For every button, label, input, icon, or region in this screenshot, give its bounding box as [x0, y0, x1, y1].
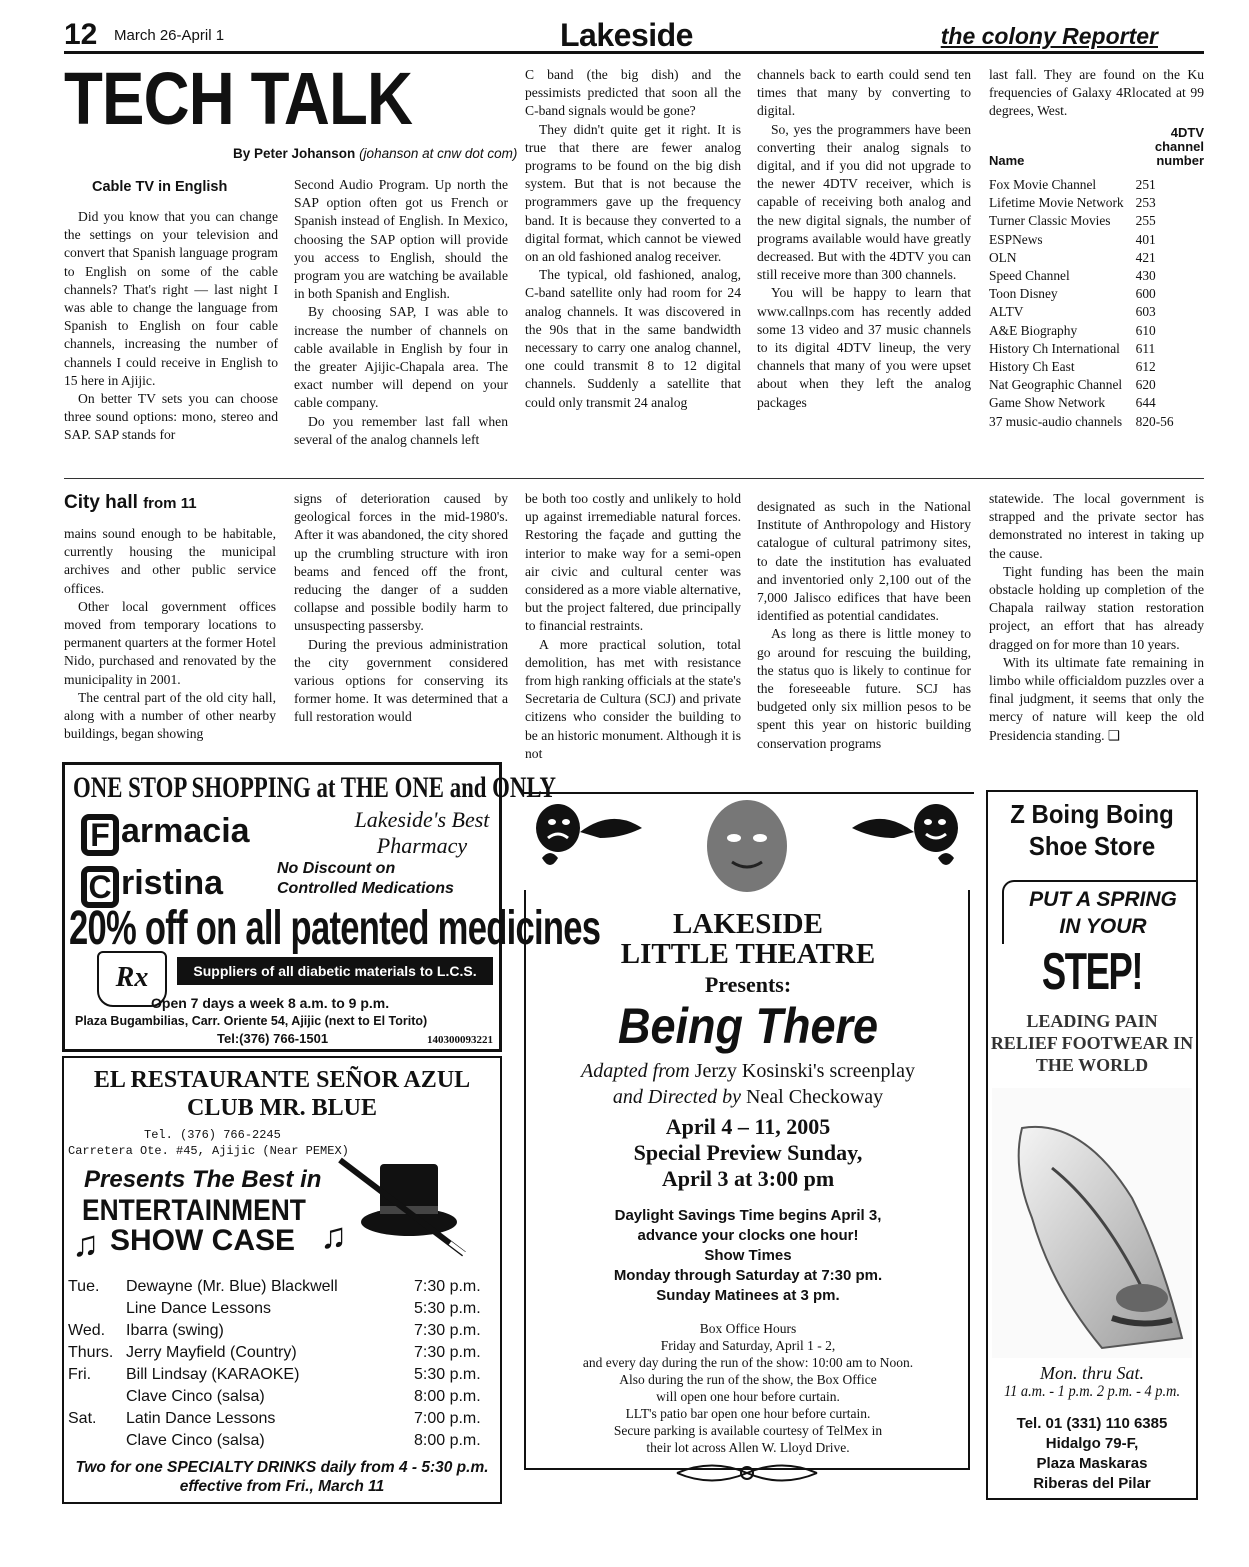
tech-talk-title: TECH TALK — [64, 57, 413, 140]
leading-line-1: LEADING PAIN — [1026, 1011, 1158, 1031]
restaurant-subtitle: CLUB MR. BLUE — [186, 1095, 378, 1121]
leading-line-3: THE WORLD — [1035, 1055, 1149, 1075]
city-hall-heading-text: City hall — [64, 492, 138, 513]
schedule-time: 8:00 p.m. — [414, 1432, 481, 1449]
pharmacy-offer: 20% off on all patented medicines — [69, 902, 601, 955]
shoe-leading — [988, 1010, 1196, 1076]
schedule-time: 7:30 p.m. — [414, 1278, 481, 1295]
paragraph: So, yes the programmers have been converting their analog signals to digital, and if you did not upgrade to the newer 4DTV receiver, which is capable of receiving both analog and the new digital signals, the number of programs available would have greatly decreased. But with the 4DTV you can still receive more than 300 channels. — [757, 121, 971, 283]
channel-number: 253 — [1135, 195, 1156, 211]
schedule-row — [68, 1320, 492, 1342]
channel-name: Lifetime Movie Network — [989, 195, 1124, 211]
dst-line-2: advance your clocks one hour! — [637, 1227, 859, 1244]
section-divider — [64, 478, 1204, 479]
shoe-store-name-2: Shoe Store — [1028, 831, 1156, 861]
pharmacy-name-rest-1: armacia — [121, 812, 250, 850]
channel-row — [989, 249, 1204, 267]
tech-talk-column-2 — [294, 176, 508, 449]
schedule-day — [68, 1386, 126, 1408]
shoe-slogan — [1010, 886, 1196, 940]
restaurant-presents: Presents The Best in — [84, 1166, 322, 1193]
schedule-row — [68, 1408, 492, 1430]
drinks-line-1: Two for one SPECIALTY DRINKS daily from 4 - 5:30 p.m. — [75, 1459, 489, 1476]
city-hall-column-1 — [64, 484, 276, 743]
channel-row — [989, 376, 1204, 394]
box-line: LLT's patio bar open one hour before curtain. — [625, 1406, 871, 1421]
dates-line-2: Special Preview Sunday, — [633, 1140, 863, 1165]
channel-number: 600 — [1135, 286, 1156, 302]
restaurant-ad — [62, 1056, 502, 1504]
theatre-credits — [522, 1058, 974, 1110]
city-hall-heading — [64, 492, 276, 515]
drinks-line-2: effective from Fri., March 11 — [179, 1478, 385, 1495]
theatre-masks-icon — [522, 798, 974, 898]
schedule-time: 7:00 p.m. — [414, 1410, 481, 1427]
paragraph: statewide. The local government is strapped and the private sector has demonstrated no interest in taking up the cause. — [989, 491, 1204, 561]
theatre-ad — [522, 792, 974, 1472]
paragraph: The typical, old fashioned, analog, C-band satellite only had room for 24 analog channels. It was discovered in the 90s that in the same bandwidth necessary to carry one analog channel, one could transmit 8 to 12 digital channels. Suddenly a satellite that could only transmit 24 analog — [525, 267, 741, 410]
pharmacy-hours: Open 7 days a week 8 a.m. to 9 p.m. — [151, 995, 390, 1011]
pharmacy-suppliers: Suppliers of all diabetic materials to L.C.S. — [177, 957, 493, 985]
schedule-act: Jerry Mayfield (Country) — [126, 1344, 297, 1361]
channel-table — [989, 126, 1204, 431]
channel-row — [989, 303, 1204, 321]
channel-name: History Ch East — [989, 359, 1075, 375]
paragraph: The central part of the old city hall, along with a number of other nearby buildings, began showing — [64, 689, 276, 742]
tech-talk-column-3 — [525, 66, 741, 412]
channel-number: 603 — [1135, 304, 1156, 320]
pharmacy-ad-code: 140300093221 — [427, 1034, 493, 1046]
paragraph: Do you remember last fall when several of the analog channels left — [294, 413, 508, 447]
channel-row — [989, 231, 1204, 249]
channel-name: Turner Classic Movies — [989, 213, 1111, 229]
tech-talk-column-5 — [989, 66, 1204, 121]
byline-name: By Peter Johanson — [233, 146, 356, 161]
shoe-addr-1: Hidalgo 79-F, — [1045, 1435, 1139, 1452]
dst-line-1: Daylight Savings Time begins April 3, — [614, 1207, 882, 1224]
schedule-time: 7:30 p.m. — [414, 1322, 481, 1339]
box-line: and every day during the run of the show: 10:00 am to Noon. — [582, 1355, 914, 1370]
channel-number: 251 — [1135, 177, 1156, 192]
page-header — [64, 18, 1204, 54]
channel-name: Toon Disney — [989, 286, 1058, 302]
pharmacy-address: Plaza Bugambilias, Carr. Oriente 54, Ajijic (next to El Torito) — [75, 1014, 428, 1028]
paragraph: You will be happy to learn that www.callnps.com has recently added some 13 video and 37 music channels to its digital 4DTV lineup, the very channels that many of you were upset about when they left the analog packages — [757, 285, 971, 410]
restaurant-showcase: SHOW CASE — [110, 1224, 296, 1257]
box-line: will open one hour before curtain. — [656, 1389, 840, 1404]
channel-number: 611 — [1135, 340, 1156, 356]
paragraph: They didn't quite get it right. It is true that there are fewer analog programs to be found on the big dish system. But that is not because the programmers gave up the frequency band. It is because they converted to a digital format, which cannot be viewed on an old fashioned analog receiver. — [525, 121, 741, 265]
channel-number: 612 — [1135, 359, 1156, 375]
schedule-act: Latin Dance Lessons — [126, 1410, 276, 1427]
box-line: Box Office Hours — [699, 1321, 797, 1336]
byline-email: (johanson at cnw dot com) — [359, 146, 518, 161]
schedule-act: Line Dance Lessons — [126, 1300, 271, 1317]
schedule-act: Ibarra (swing) — [126, 1322, 224, 1339]
schedule-act: Clave Cinco (salsa) — [126, 1432, 265, 1449]
paragraph: mains sound enough to be habitable, currently housing the municipal archives and other public service offices. — [64, 526, 276, 596]
credit-director: Neal Checkoway — [745, 1086, 884, 1108]
paragraph: Other local government offices moved from temporary locations to permanent quarters at the former Hotel Nido, purchased and renovated by the municipality in 2001. — [64, 598, 276, 687]
paragraph: With its ultimate fate remaining in limbo while officialdom puzzles over a final judgment, it seems that only the mercy of nature will keep the old Presidencia standing. ❑ — [989, 654, 1204, 743]
paragraph: C band (the big dish) and the pessimists predicted that soon all the C-band signals would be gone? — [525, 67, 741, 119]
paragraph: A more practical solution, total demolition, has met with resistance from high ranking officials at the state's Secretaria de Cultura (SCJ) and private citizens who consider the building to be an historic monument. Although it is not — [525, 636, 741, 761]
paragraph: As long as there is little money to go around for rescuing the building, the status quo is likely to continue for the foreseeable future. SCJ has budgeted only six million pesos to be spent this year on historic building conservation programs — [757, 626, 971, 751]
city-hall-continued: from 11 — [143, 495, 197, 512]
channel-number: 255 — [1135, 213, 1156, 229]
shoe-step: STEP! — [1041, 943, 1143, 1001]
paragraph: signs of deterioration caused by geological forces in the mid-1980's. After it was abandoned, the city shored up the crumbling structure with iron beams and fenced off the front, reducing the danger of a sudden collapse and possible bodily harm to unsuspecting passersby. — [294, 491, 508, 634]
box-line: Also during the run of the show, the Box Office — [619, 1372, 877, 1387]
channel-row — [989, 194, 1204, 212]
channel-name: A&E Biography — [989, 322, 1078, 338]
paragraph: Did you know that you can change the settings on your television and convert that Spanish language program to English on some of the cable channels? That's right — last night I was able to change the language from Spanish to English on four cable channels, increasing the number of channels I could receive in English to 15 here in Ajijic. — [64, 209, 278, 388]
channel-name: Nat Geographic Channel — [989, 377, 1123, 393]
top-hat-icon — [332, 1158, 482, 1258]
box-line: Secure parking is available courtesy of TelMex in — [613, 1423, 883, 1438]
show-title: Being There — [617, 998, 879, 1054]
channel-name: 37 music-audio channels — [989, 413, 1123, 429]
channel-row — [989, 176, 1204, 194]
schedule-day — [68, 1430, 126, 1452]
schedule-act: Dewayne (Mr. Blue) Blackwell — [126, 1278, 338, 1295]
shoe-store-name — [996, 798, 1187, 862]
schedule-day — [68, 1298, 126, 1320]
pharmacy-name-rest-2: ristina — [121, 864, 224, 902]
leading-line-2: RELIEF FOOTWEAR IN — [990, 1033, 1194, 1053]
shoe-days: Mon. thru Sat. — [1039, 1363, 1144, 1383]
box-line: Friday and Saturday, April 1 - 2, — [660, 1338, 836, 1353]
schedule-act: Bill Lindsay (KARAOKE) — [126, 1366, 300, 1383]
paragraph: On better TV sets you can choose three sound options: mono, stereo and SAP. SAP stands for — [64, 391, 278, 443]
slogan-line-1: PUT A SPRING — [1029, 888, 1177, 911]
channel-number: 610 — [1135, 322, 1156, 338]
restaurant-entertainment: ENTERTAINMENT — [82, 1194, 306, 1227]
schedule-time: 8:00 p.m. — [414, 1388, 481, 1405]
schedule-time: 7:30 p.m. — [414, 1344, 481, 1361]
showtimes-line-2: Sunday Matinees at 3 pm. — [656, 1287, 840, 1304]
credit-directed: and Directed by — [612, 1086, 741, 1108]
channel-table-header-number: 4DTV channel number — [1154, 125, 1204, 168]
channel-number: 401 — [1135, 231, 1156, 247]
schedule-day: Tue. — [68, 1278, 100, 1295]
paper-name: the colony Reporter — [940, 23, 1158, 49]
shoe-store-ad — [986, 790, 1198, 1500]
channel-number: 421 — [1135, 249, 1156, 265]
channel-row — [989, 394, 1204, 412]
channel-name: ALTV — [989, 304, 1024, 320]
channel-name: ESPNews — [989, 231, 1043, 247]
schedule-row — [68, 1430, 492, 1452]
music-note-icon: ♫ — [72, 1224, 99, 1264]
showtimes-heading: Show Times — [704, 1247, 792, 1264]
channel-row — [989, 285, 1204, 303]
schedule-time: 5:30 p.m. — [414, 1300, 481, 1317]
channel-number: 620 — [1135, 377, 1156, 393]
issue-date: March 26-April 1 — [114, 27, 225, 44]
paragraph: channels back to earth could send ten times that many by converting to digital. — [757, 67, 971, 119]
shoe-tel: Tel. 01 (331) 110 6385 — [1016, 1415, 1168, 1432]
tech-talk-column-1 — [64, 176, 278, 445]
channel-name: History Ch International — [989, 340, 1120, 356]
box-line: their lot across Allen W. Lloyd Drive. — [646, 1440, 850, 1455]
pharmacy-no-discount: No Discount on Controlled Medications — [277, 860, 454, 897]
pharmacy-name-line-1 — [81, 813, 250, 856]
paragraph: Second Audio Program. Up north the SAP option often got us French or Spanish instead of English. In Mexico, choosing the SAP option will provide you access to English, should the program you are watching be available in both Spanish and English. — [294, 177, 508, 302]
pharmacy-initial-c: C — [81, 866, 119, 908]
paragraph: By choosing SAP, I was able to increase the number of channels on cable available in English by four in the greater Ajijic-Chapala area. The exact number will depend on your cable company. — [294, 304, 508, 411]
showtimes-line-1: Monday through Saturday at 7:30 pm. — [613, 1267, 883, 1284]
channel-number: 820-56 — [1135, 413, 1174, 429]
dates-line-3: April 3 at 3:00 pm — [661, 1166, 835, 1191]
paragraph: Tight funding has been the main obstacle holding up completion of the Chapala railway station restoration project, an effort that has already dragged on for more than 10 years. — [989, 563, 1204, 652]
paragraph: be both too costly and unlikely to hold up against irremediable natural forces. Restoring the façade and gutting the interior to make way for a semi-open air civic and cultural center was considered as a more viable alternative, but the project faltered, due principally to financial restraints. — [525, 491, 741, 634]
byline — [233, 146, 517, 162]
channel-name: OLN — [989, 249, 1017, 265]
subhead: Cable TV in English — [92, 179, 228, 195]
schedule-row — [68, 1364, 492, 1386]
credit-author: Jerzy Kosinski's screenplay — [694, 1060, 915, 1082]
pharmacy-ad — [62, 762, 601, 1052]
city-hall-column-5 — [989, 490, 1204, 745]
credit-adapted: Adapted from — [581, 1060, 690, 1082]
channel-name: Game Show Network — [989, 395, 1106, 411]
paragraph: During the previous administration the city government considered various options for conserving its former home. It was determined that a full restoration would — [294, 636, 508, 725]
schedule-day: Wed. — [68, 1322, 106, 1339]
channel-row — [989, 340, 1204, 358]
slogan-line-2: IN YOUR — [1059, 915, 1147, 938]
city-hall-column-3 — [525, 490, 741, 763]
paragraph: designated as such in the National Institute of Anthropology and History catalogue of cultural patrimony sites, to date the institution has evaluated and inventoried only 2,100 out of the 7,000 Jalisco edifices that have been identified as potential candidates. — [757, 499, 971, 624]
channel-table-header-name: Name — [989, 153, 1025, 168]
tech-talk-column-4 — [757, 66, 971, 412]
restaurant-title: EL RESTAURANTE SEÑOR AZUL — [93, 1067, 471, 1093]
music-note-icon: ♫ — [320, 1216, 347, 1256]
schedule-row — [68, 1276, 492, 1298]
pharmacy-tagline: Lakeside's Best Pharmacy — [354, 807, 490, 858]
city-hall-column-4 — [757, 498, 971, 753]
channel-name: Speed Channel — [989, 268, 1070, 284]
schedule-day: Fri. — [68, 1366, 92, 1383]
dates-line-1: April 4 – 11, 2005 — [665, 1114, 831, 1139]
schedule-row — [68, 1386, 492, 1408]
shoe-addr-2: Plaza Maskaras — [1036, 1455, 1148, 1472]
pharmacy-headline: ONE STOP SHOPPING at THE ONE and ONLY — [73, 771, 556, 804]
theatre-name-line-1: LAKESIDE — [673, 908, 823, 940]
restaurant-address: Carretera Ote. #45, Ajijic (Near PEMEX) — [68, 1144, 349, 1158]
shoe-contact — [988, 1414, 1196, 1494]
channel-name: Fox Movie Channel — [989, 177, 1097, 192]
theatre-name-line-2: LITTLE THEATRE — [620, 938, 876, 970]
city-hall-column-2 — [294, 490, 508, 727]
schedule-act: Clave Cinco (salsa) — [126, 1388, 265, 1405]
channel-row — [989, 212, 1204, 230]
rx-icon: Rx — [97, 951, 167, 1007]
schedule-row — [68, 1342, 492, 1364]
pharmacy-tel: Tel:(376) 766-1501 — [217, 1031, 329, 1046]
channel-number: 430 — [1135, 268, 1156, 284]
box-office-info — [522, 1320, 974, 1456]
restaurant-tel: Tel. (376) 766-2245 — [144, 1128, 281, 1142]
channel-row — [989, 413, 1204, 431]
schedule-time: 5:30 p.m. — [414, 1366, 481, 1383]
page-number: 12 — [64, 18, 98, 51]
pharmacy-initial-f: F — [81, 814, 119, 856]
schedule-day: Sat. — [68, 1410, 97, 1427]
theatre-dates — [522, 1114, 974, 1192]
section-name: Lakeside — [560, 17, 693, 53]
restaurant-drinks — [64, 1458, 500, 1496]
theatre-presents: Presents: — [704, 972, 792, 997]
schedule — [68, 1276, 492, 1452]
schedule-row — [68, 1298, 492, 1320]
ornament-icon — [672, 1458, 822, 1488]
schedule-day: Thurs. — [68, 1344, 114, 1361]
channel-row — [989, 322, 1204, 340]
shoe-addr-3: Riberas del Pilar — [1033, 1475, 1151, 1492]
shoe-photo — [992, 1088, 1192, 1358]
shoe-hours: 11 a.m. - 1 p.m. 2 p.m. - 4 p.m. — [1003, 1383, 1181, 1400]
channel-row — [989, 267, 1204, 285]
channel-number: 644 — [1135, 395, 1156, 411]
shoe-store-name-1: Z Boing Boing — [1010, 799, 1174, 829]
theatre-notice — [522, 1206, 974, 1306]
channel-row — [989, 358, 1204, 376]
paragraph: last fall. They are found on the Ku frequencies of Galaxy 4Rlocated at 99 degrees, West. — [989, 67, 1204, 119]
